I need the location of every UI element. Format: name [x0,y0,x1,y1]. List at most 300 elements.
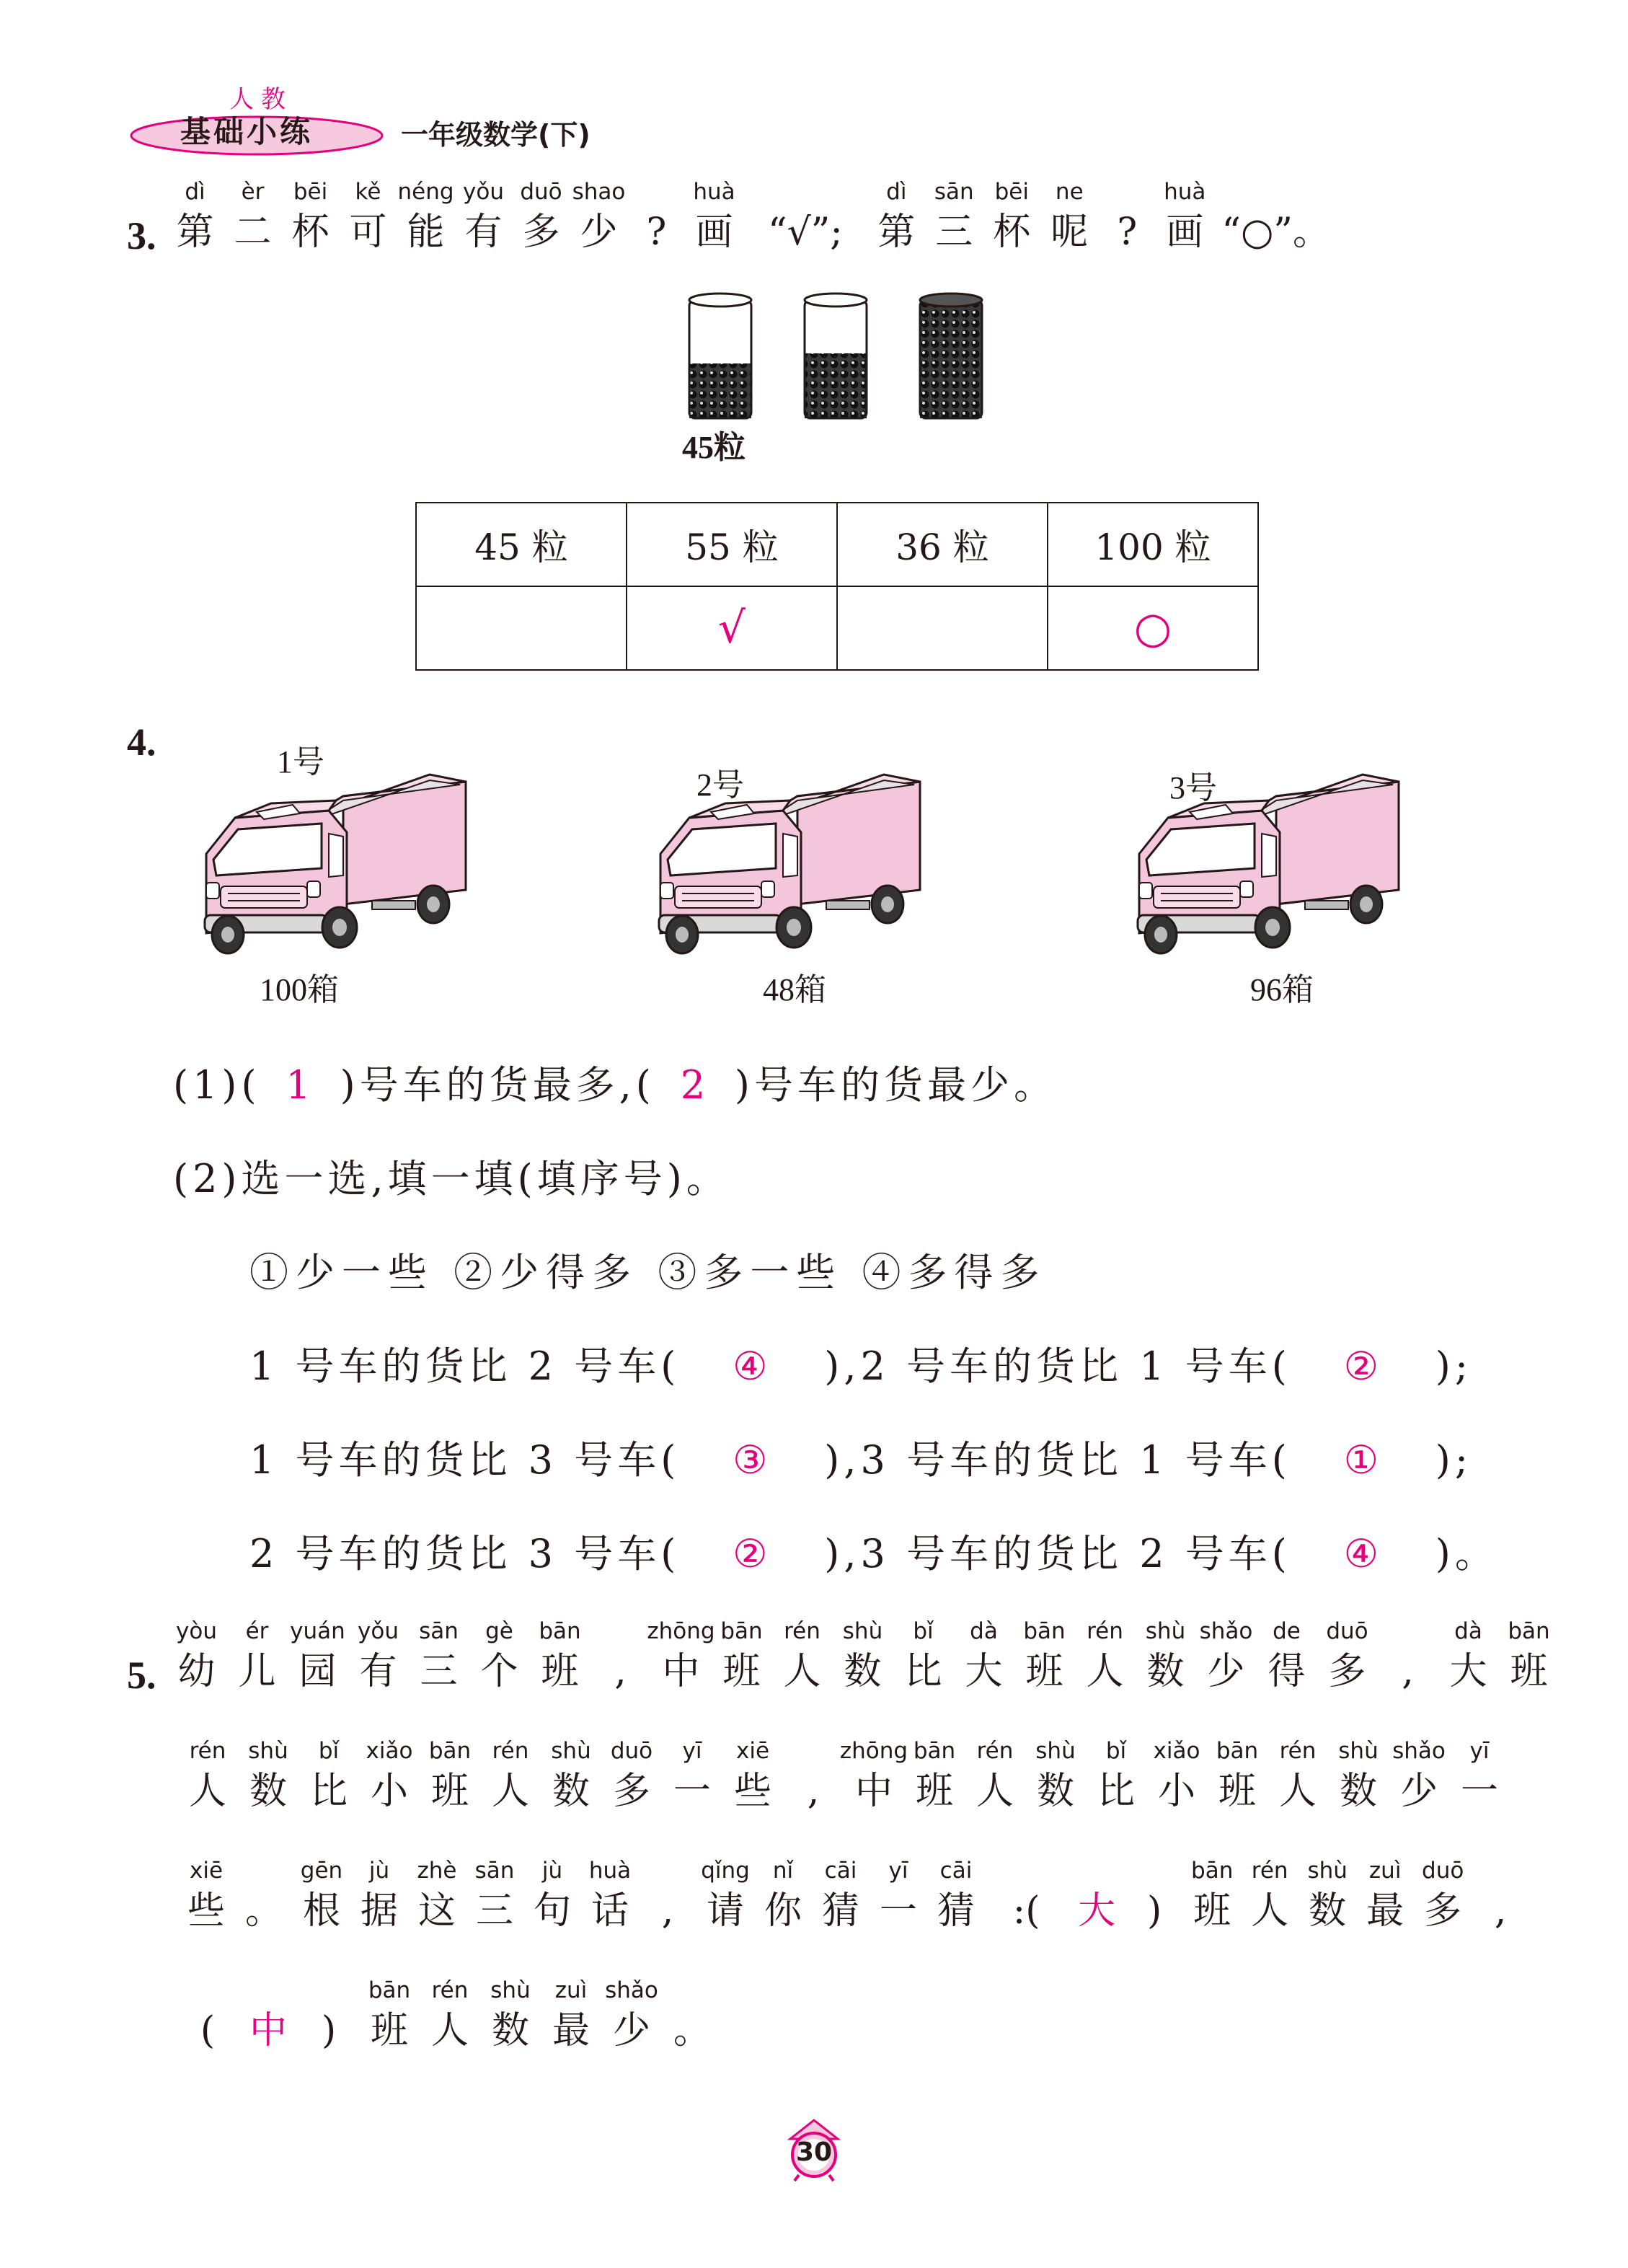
pinyin: huà [588,1858,632,1884]
pinyin: yǒu [358,1618,399,1644]
pinyin: shao [572,179,626,205]
character-cell [541,1974,601,2055]
pinyin: duō [610,1738,653,1764]
hanzi: , [1494,1889,1507,1933]
table-header-cell: 100 粒 [1048,503,1258,586]
pinyin: rén [492,1738,529,1764]
hanzi: “√”; [767,211,843,254]
character-cell [1014,1615,1075,1696]
pinyin: bǐ [318,1738,340,1764]
truck-1-load: 100箱 [260,972,339,1007]
character-cell [513,176,570,257]
hanzi: 少 [1207,1650,1245,1693]
character-cell [1499,1615,1560,1696]
truck-3-name: 3号 [1169,770,1217,806]
q4-number: 4. [127,720,156,764]
pinyin: bān [720,1618,763,1644]
hanzi: 大 [1449,1650,1487,1693]
q4-part1-text-c: )号车的货最少。 [734,1062,1057,1108]
series-title: 基础小练 [180,114,314,149]
q5-line-4 [177,1974,722,2055]
q4-part1 [173,1054,1057,1110]
pinyin: yǒu [463,179,504,205]
character-cell [965,1735,1025,1816]
pinyin: bān [428,1738,472,1764]
compare-answer[interactable]: ④ [733,1343,772,1389]
hanzi: ) [1147,1889,1162,1933]
hanzi: 可 [349,211,387,254]
hanzi: 班 [430,1770,469,1813]
character-cell [235,1855,293,1936]
hanzi: 数 [552,1770,590,1813]
character-cell [1156,176,1213,257]
pinyin: bēi [994,179,1029,205]
pinyin: néng [397,179,454,205]
pinyin: ér [245,1618,269,1644]
answer-character-cell[interactable] [238,1974,298,2055]
hanzi: 杯 [993,211,1031,254]
character-cell [696,1855,754,1936]
character-cell [812,1855,870,1936]
character-cell [1268,1735,1328,1816]
character-cell [480,1974,541,2055]
cup-1 [689,294,751,418]
character-cell [581,1855,639,1936]
hanzi: 三 [935,211,973,254]
truck-1-illustration [192,760,473,969]
pinyin: rén [784,1618,820,1644]
character-cell [712,1615,772,1696]
q4-part1-text-b: )号车的货最多,( [340,1062,655,1108]
table-header-cell: 45 粒 [416,503,627,586]
pinyin: bēi [293,179,328,205]
pinyin: ne [1055,179,1084,205]
pinyin: shǎo [605,1977,658,2003]
cup-1-label: 45粒 [682,430,746,465]
compare-text: )。 [1435,1531,1498,1576]
pinyin: shù [248,1738,288,1764]
hanzi: 一 [879,1889,917,1933]
pinyin: zuì [554,1977,588,2003]
hanzi: 数 [249,1770,287,1813]
compare-text: 1 号车的货比 2 号车( [249,1343,681,1389]
pinyin: yòu [176,1618,217,1644]
hanzi: 人 [783,1650,821,1693]
hanzi: 人 [1278,1770,1317,1813]
pinyin: xiǎo [366,1738,413,1764]
pinyin: shǎo [1392,1738,1446,1764]
pinyin: cāi [939,1858,973,1884]
character-cell [288,1615,348,1696]
hanzi: 最 [1366,1889,1404,1933]
hanzi: 杯 [291,211,329,254]
pinyin: dì [185,179,205,205]
hanzi: 画 [695,211,733,254]
character-cell [1472,1855,1529,1936]
character-cell [350,1855,408,1936]
compare-text: 1 号车的货比 3 号车( [249,1437,681,1483]
character-cell [1207,1735,1268,1816]
hanzi: 人 [188,1770,226,1813]
hanzi: 画 [1166,211,1204,254]
q5-line-1 [127,1615,1560,1696]
character-cell [686,176,743,257]
pinyin: xiē [189,1858,224,1884]
pinyin: duō [520,179,562,205]
character-cell [1257,1615,1317,1696]
truck-3-load: 96箱 [1250,972,1314,1007]
hanzi: 个 [480,1650,518,1693]
character-cell [1328,1735,1389,1816]
pinyin: rén [1251,1858,1288,1884]
hanzi: 比 [309,1770,348,1813]
character-cell [1125,1855,1183,1936]
character-cell [408,1855,466,1936]
character-cell [227,1615,288,1696]
compare-text: ); [1435,1343,1473,1389]
character-cell [177,1855,235,1936]
hanzi: “○”。 [1221,211,1330,254]
character-cell [1196,1615,1257,1696]
q5-line-2 [177,1735,1510,1816]
compare-answer[interactable]: ① [1343,1437,1383,1483]
q4-part1-answer-most[interactable]: 1 [286,1062,315,1108]
hanzi: 人 [430,2009,469,2052]
hanzi: 人 [1251,1889,1289,1933]
character-cell [867,176,925,257]
character-cell [628,176,686,257]
hanzi: 数 [1339,1770,1377,1813]
pinyin: bān [913,1738,956,1764]
character-cell [1146,1735,1207,1816]
pinyin: gēn [300,1858,343,1884]
hanzi: 句 [533,1889,571,1933]
cups-illustration [678,288,995,425]
hanzi: 多 [1424,1889,1462,1933]
character-cell [662,1735,722,1816]
q4-part2-instruction: (2)选一选,填一填(填序号)。 [173,1156,730,1201]
pinyin: shù [490,1977,531,2003]
publisher-label: 人教 [229,85,293,114]
character-cell [1086,1735,1146,1816]
pinyin: yī [682,1738,702,1764]
pinyin: bān [1508,1618,1550,1644]
page-number: 30 [795,2137,833,2167]
hanzi: 人 [491,1770,529,1813]
q5-number: 5. [127,1654,156,1697]
pinyin: èr [241,179,265,205]
hanzi: 多 [1328,1650,1366,1693]
hanzi: 数 [844,1650,882,1693]
pinyin: rén [189,1738,226,1764]
table-answer-cell[interactable]: √ [627,586,837,670]
table-answer-cell[interactable]: ○ [1048,586,1258,670]
hanzi: , [1402,1650,1414,1693]
hanzi: 数 [1309,1889,1347,1933]
hanzi: 班 [1025,1650,1063,1693]
character-cell [904,1735,965,1816]
pinyin: shù [1035,1738,1076,1764]
hanzi: , [614,1650,627,1693]
character-cell [409,1615,469,1696]
truck-2-load: 48箱 [763,972,826,1007]
pinyin: bān [539,1618,581,1644]
hanzi: 班 [1193,1889,1231,1933]
character-cell [1025,1735,1086,1816]
hanzi: 。 [673,2009,711,2052]
character-cell [466,1855,523,1936]
pinyin: sān [474,1858,515,1884]
hanzi: 比 [904,1650,942,1693]
character-cell [1356,1855,1414,1936]
hanzi: 大 [1078,1889,1116,1933]
character-cell [1317,1615,1378,1696]
character-cell [1040,176,1098,257]
character-cell [1438,1615,1499,1696]
hanzi: 班 [370,2009,408,2052]
q4-part1-text-a: (1)( [173,1062,261,1108]
pinyin: bān [1023,1618,1066,1644]
q4-part1-answer-least[interactable]: 2 [680,1062,710,1108]
character-cell [359,1974,420,2055]
pinyin: bǐ [913,1618,934,1644]
hanzi: 班 [541,1650,579,1693]
character-cell [985,1855,1068,1936]
cup-3 [920,294,982,418]
compare-text: ); [1435,1437,1473,1483]
hanzi: 多 [612,1770,650,1813]
pinyin: shǎo [1199,1618,1253,1644]
pinyin: zhōng [839,1738,908,1764]
pinyin: sān [419,1618,459,1644]
pinyin: duō [1422,1858,1464,1884]
hanzi: 第 [877,211,916,254]
hanzi: 能 [407,211,445,254]
hanzi: 少 [612,2009,650,2052]
pinyin: jù [368,1858,390,1884]
hanzi: 数 [1036,1770,1074,1813]
hanzi: 中 [854,1770,893,1813]
hanzi: 小 [1157,1770,1195,1813]
hanzi: 多 [522,211,560,254]
q3-number: 3. [127,214,156,257]
pinyin: rén [1279,1738,1317,1764]
hanzi: 班 [915,1770,953,1813]
hanzi: 人 [1086,1650,1124,1693]
pinyin: rén [976,1738,1014,1764]
character-cell [420,1735,480,1816]
truck-2-illustration [646,760,927,969]
pinyin: de [1273,1618,1301,1644]
pinyin: dà [1454,1618,1482,1644]
character-cell [839,1735,908,1816]
character-cell [1389,1735,1449,1816]
character-cell [870,1855,927,1936]
pinyin: bān [1216,1738,1259,1764]
pinyin: shù [1145,1618,1186,1644]
hanzi: 有 [359,1650,397,1693]
hanzi: 呢 [1050,211,1089,254]
hanzi: 中 [249,2009,287,2052]
q4-compare-line-1 [249,1336,1472,1391]
character-cell [541,1735,601,1816]
grade-label: 一年级数学(下) [401,119,590,151]
hanzi: ? [1117,211,1138,254]
character-cell [743,176,868,257]
character-cell [238,1735,298,1816]
character-cell [1299,1855,1356,1936]
pinyin: huà [1164,179,1206,205]
character-cell [1075,1615,1136,1696]
hanzi: 班 [1510,1650,1548,1693]
character-cell [530,1615,590,1696]
hanzi: ? [646,211,667,254]
character-cell [783,1735,844,1816]
truck-2-name: 2号 [696,767,744,803]
pinyin: zhōng [647,1618,715,1644]
hanzi: 人 [976,1770,1014,1813]
character-cell [722,1735,783,1816]
pinyin: cāi [824,1858,857,1884]
character-cell [1378,1615,1438,1696]
hanzi: 儿 [238,1650,276,1693]
table-answer-cell[interactable] [837,586,1048,670]
pinyin: dì [886,179,907,205]
hanzi: 话 [590,1889,629,1933]
hanzi: 幼 [177,1650,216,1693]
pinyin: xiē [735,1738,770,1764]
character-cell [927,1855,985,1936]
compare-answer[interactable]: ② [1343,1343,1383,1389]
hanzi: 少 [1399,1770,1438,1813]
character-cell [662,1974,722,2055]
character-cell [282,176,340,257]
character-cell [570,176,628,257]
character-cell [772,1615,833,1696]
hanzi: 二 [234,211,272,254]
character-cell [298,1735,359,1816]
hanzi: 三 [420,1650,458,1693]
character-cell [954,1615,1014,1696]
pinyin: zuì [1368,1858,1402,1884]
pinyin: kě [355,179,381,205]
pinyin: shù [842,1618,883,1644]
hanzi: 根 [302,1889,340,1933]
hanzi: 班 [1218,1770,1256,1813]
character-cell [340,176,397,257]
table-header-cell: 36 粒 [837,503,1048,586]
hanzi: ( [200,2009,216,2052]
character-cell [1414,1855,1472,1936]
pinyin: yī [888,1858,908,1884]
compare-answer[interactable]: ④ [1343,1531,1383,1576]
character-cell [1183,1855,1241,1936]
hanzi: 请 [706,1889,744,1933]
truck-1-name: 1号 [277,744,324,780]
pinyin: nǐ [772,1858,794,1884]
pinyin: shù [551,1738,591,1764]
table-answer-cell[interactable] [416,586,627,670]
hanzi: 数 [491,2009,529,2052]
hanzi: 小 [370,1770,408,1813]
character-cell [420,1974,480,2055]
hanzi: , [807,1770,820,1813]
character-cell [647,1615,715,1696]
hanzi: 一 [673,1770,711,1813]
character-cell [601,1735,662,1816]
hanzi: 据 [360,1889,398,1933]
character-cell [177,1735,238,1816]
character-cell [523,1855,581,1936]
pinyin: zhè [417,1858,457,1884]
pinyin: qǐng [701,1858,750,1884]
character-cell [754,1855,812,1936]
hanzi: 三 [475,1889,513,1933]
hanzi: 一 [1460,1770,1498,1813]
character-cell [469,1615,530,1696]
truck-3-illustration [1125,760,1406,969]
character-cell [224,176,282,257]
character-cell [983,176,1040,257]
hanzi: 班 [722,1650,761,1693]
pinyin: bān [1191,1858,1234,1884]
pinyin: yī [1469,1738,1490,1764]
character-cell [601,1974,662,2055]
character-cell [1213,176,1338,257]
pinyin: shù [1338,1738,1379,1764]
hanzi: 得 [1268,1650,1306,1693]
q4-compare-line-2 [249,1429,1472,1485]
character-cell [177,1974,238,2055]
table-row [416,503,1258,586]
hanzi: 猜 [821,1889,859,1933]
hanzi: 些 [733,1770,771,1813]
hanzi: 大 [965,1650,1003,1693]
character-cell [1136,1615,1196,1696]
hanzi: 你 [764,1889,802,1933]
q4-options: ①少一些 ②少得多 ③多一些 ④多得多 [249,1250,1047,1295]
pinyin: rén [1087,1618,1123,1644]
hanzi: ) [321,2009,337,2052]
character-cell [925,176,983,257]
table-header-cell: 55 粒 [627,503,837,586]
character-cell [167,1615,227,1696]
hanzi: 些 [187,1889,225,1933]
hanzi: :( [1012,1889,1040,1933]
q3-question-text [127,176,1338,257]
pinyin: yuán [290,1618,345,1644]
character-cell [167,176,224,257]
hanzi: 最 [552,2009,590,2052]
pinyin: jù [541,1858,563,1884]
compare-answer[interactable]: ③ [733,1437,772,1483]
q4-compare-line-3 [249,1523,1498,1579]
hanzi: , [661,1889,674,1933]
character-cell [298,1974,359,2055]
character-cell [639,1855,696,1936]
compare-text: 2 号车的货比 3 号车( [249,1531,681,1576]
pinyin: sān [934,179,974,205]
hanzi: 。 [244,1889,283,1933]
q3-answer-table [415,502,1259,671]
pinyin: xiǎo [1153,1738,1200,1764]
character-cell [1241,1855,1299,1936]
compare-text: ),2 号车的货比 1 号车( [824,1343,1291,1389]
compare-answer[interactable]: ② [733,1531,772,1576]
pinyin: gè [485,1618,513,1644]
compare-text: ),3 号车的货比 2 号车( [824,1531,1291,1576]
answer-character-cell[interactable] [1068,1855,1125,1936]
